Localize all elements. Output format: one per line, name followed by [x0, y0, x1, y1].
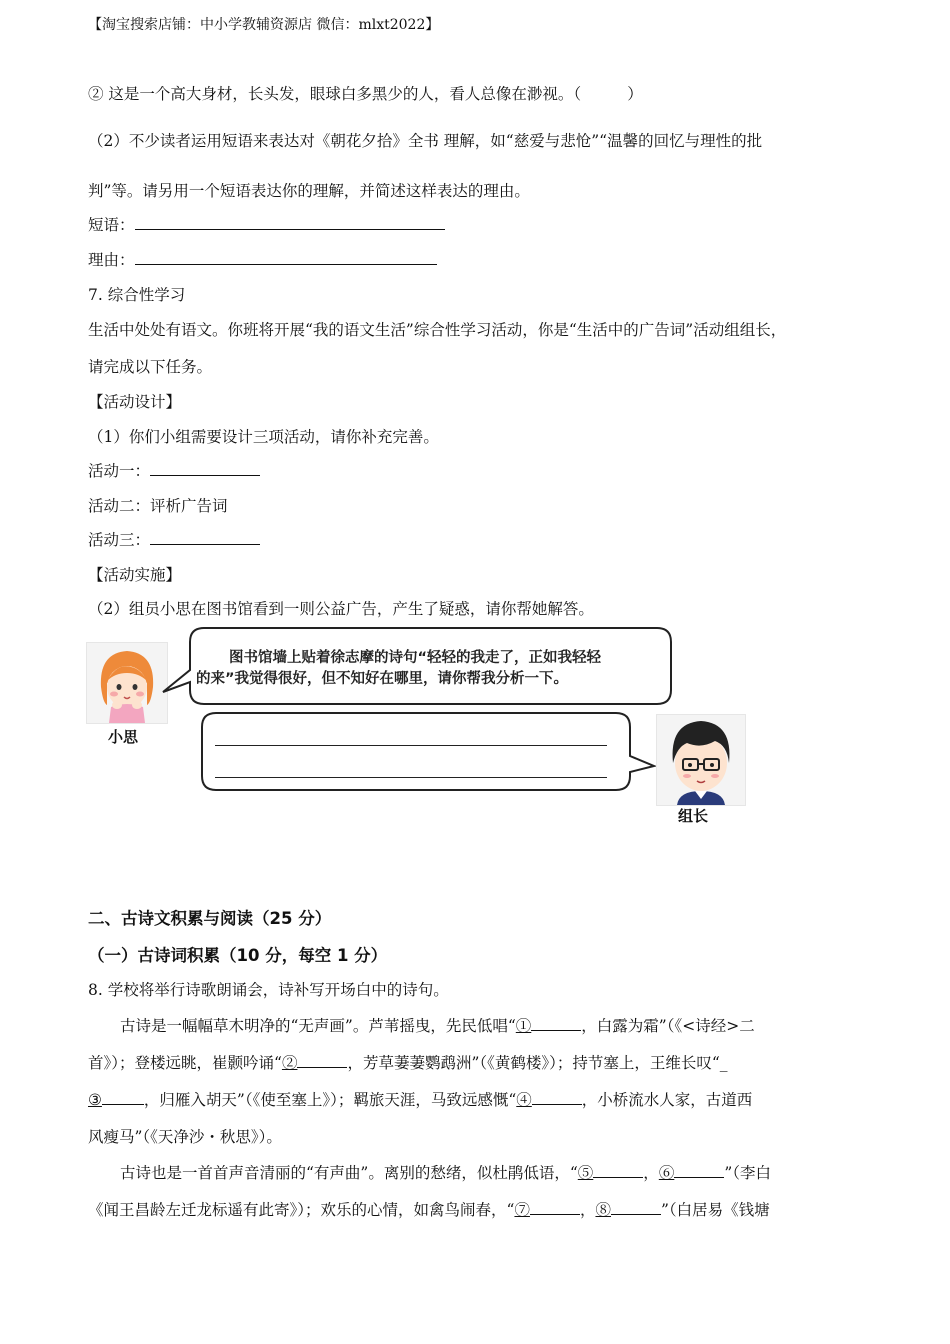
p6-text-b: ”（白居易《钱塘 — [660, 1201, 770, 1219]
bubble-line1: 图书馆墙上贴着徐志摩的诗句“轻轻的我走了，正如我轻轻 — [229, 650, 602, 666]
blank-1[interactable] — [531, 1016, 581, 1031]
activity1-blank[interactable] — [150, 461, 260, 476]
q7-intro-line2: 请完成以下任务。 — [88, 358, 213, 376]
q6-item2-text: ② 这是一个高大身材，长头发，眼球白多黑少的人，看人总像在渺视。（ — [88, 85, 582, 103]
blank-4-marker: ④ — [516, 1091, 532, 1109]
blank-8[interactable] — [611, 1200, 661, 1215]
q6-part2-line2: 判”等。请另用一个短语表达你的理解，并简述这样表达的理由。 — [88, 182, 530, 200]
q7-title: 7. 综合性学习 — [88, 286, 186, 304]
blank-3[interactable] — [102, 1090, 144, 1105]
section2-heading: 二、古诗文积累与阅读（25 分） — [88, 909, 332, 928]
girl-caption: 小思 — [108, 728, 139, 746]
p1-text-a: 古诗是一幅幅草木明净的“无声画”。芦苇摇曳，先民低唱“ — [120, 1017, 516, 1035]
q6-item2 — [88, 82, 643, 104]
girl-avatar-icon — [87, 643, 167, 723]
blank-4[interactable] — [532, 1090, 582, 1105]
boy-caption: 组长 — [678, 807, 709, 825]
reason-label: 理由： — [88, 251, 135, 269]
phrase-row — [88, 213, 445, 235]
p6-text-a: 《闻王昌龄左迁龙标遥有此寄》）；欢乐的心情，如禽鸟闹春，“ — [88, 1201, 515, 1219]
p2-text-a: 首》）；登楼远眺，崔颢吟诵“ — [88, 1054, 282, 1072]
leader-answer-line-1[interactable] — [215, 745, 607, 746]
header-banner: 【淘宝搜索店铺：中小学教辅资源店 微信：mlxt2022】 — [88, 17, 440, 33]
activity1-row — [88, 459, 260, 481]
q8-para1-line2 — [88, 1051, 728, 1073]
blank-2[interactable] — [297, 1053, 347, 1068]
blank-8-marker: ⑧ — [595, 1201, 611, 1219]
q8-para1-line1 — [120, 1014, 755, 1036]
q6-part2-line1: （2）不少读者运用短语来表达对《朝花夕拾》全书 理解，如“慈爱与悲怆”“温馨的回忆与理性的批 — [88, 132, 763, 150]
blank-5[interactable] — [593, 1163, 643, 1178]
blank-3-marker: ③ — [88, 1091, 102, 1109]
leader-speech-bubble-outline — [200, 710, 660, 794]
q8-title: 8. 学校将举行诗歌朗诵会，诗补写开场白中的诗句。 — [88, 981, 449, 999]
activity3-row — [88, 528, 260, 550]
activity1-label: 活动一： — [88, 462, 151, 480]
blank-7[interactable] — [530, 1200, 580, 1215]
bubble-line2: 的来”我觉得很好，但不知好在哪里，请你帮我分析一下。 — [196, 671, 569, 687]
phrase-label: 短语： — [88, 216, 135, 234]
p6-comma: ， — [579, 1201, 596, 1219]
girl-speech-text — [196, 648, 601, 690]
p3-text-b: ，小桥流水人家，古道西 — [581, 1091, 753, 1109]
boy-avatar-icon — [657, 715, 745, 805]
reason-row — [88, 248, 437, 270]
blank-7-marker: ⑦ — [514, 1201, 530, 1219]
p5-text-b: ”（李白 — [724, 1164, 772, 1182]
q8-para1-line4: 风瘦马”（《天净沙・秋思》）。 — [88, 1128, 282, 1146]
p5-text-a: 古诗也是一首首声音清丽的“有声曲”。离别的愁绪，似杜鹃低语，“ — [120, 1164, 578, 1182]
activity2-row: 活动二：评析广告词 — [88, 497, 228, 515]
activity3-blank[interactable] — [150, 530, 260, 545]
q8-para2-line2 — [88, 1198, 770, 1220]
blank-6[interactable] — [674, 1163, 724, 1178]
q7-part1: （1）你们小组需要设计三项活动，请你补充完善。 — [88, 428, 439, 446]
p3-text-a: ，归雁入胡天”（《使至塞上》）；羁旅天涯，马致远感慨“ — [143, 1091, 517, 1109]
design-heading: 【活动设计】 — [88, 393, 182, 411]
reason-answer-blank[interactable] — [135, 250, 437, 265]
q7-intro-line1: 生活中处处有语文。你班将开展“我的语文生活”综合性学习活动，你是“生活中的广告词”活动组组长， — [88, 321, 787, 339]
activity3-label: 活动三： — [88, 531, 151, 549]
implement-heading: 【活动实施】 — [88, 566, 182, 584]
q6-item2-close: ） — [627, 85, 643, 103]
blank-2-marker: ② — [281, 1054, 298, 1072]
phrase-answer-blank[interactable] — [135, 215, 445, 230]
leader-answer-line-2[interactable] — [215, 777, 607, 778]
blank-1-marker: ① — [515, 1017, 532, 1035]
boy-avatar — [656, 714, 746, 806]
section2-subheading: （一）古诗词积累（10 分，每空 1 分） — [88, 946, 388, 965]
q8-para1-line3 — [88, 1088, 752, 1110]
p1-text-b: ，白露为霜”（《<诗经>二 — [581, 1017, 755, 1035]
q7-part2: （2）组员小思在图书馆看到一则公益广告，产生了疑惑，请你帮她解答。 — [88, 600, 594, 618]
blank-5-marker: ⑤ — [577, 1164, 594, 1182]
girl-avatar — [86, 642, 168, 724]
q8-para2-line1 — [120, 1161, 771, 1183]
p5-comma: ， — [643, 1164, 659, 1182]
p2-text-b: ，芳草萋萋鹦鹉洲”（《黄鹤楼》）；持节塞上，王维长叹“_ — [347, 1054, 728, 1072]
blank-6-marker: ⑥ — [658, 1164, 675, 1182]
